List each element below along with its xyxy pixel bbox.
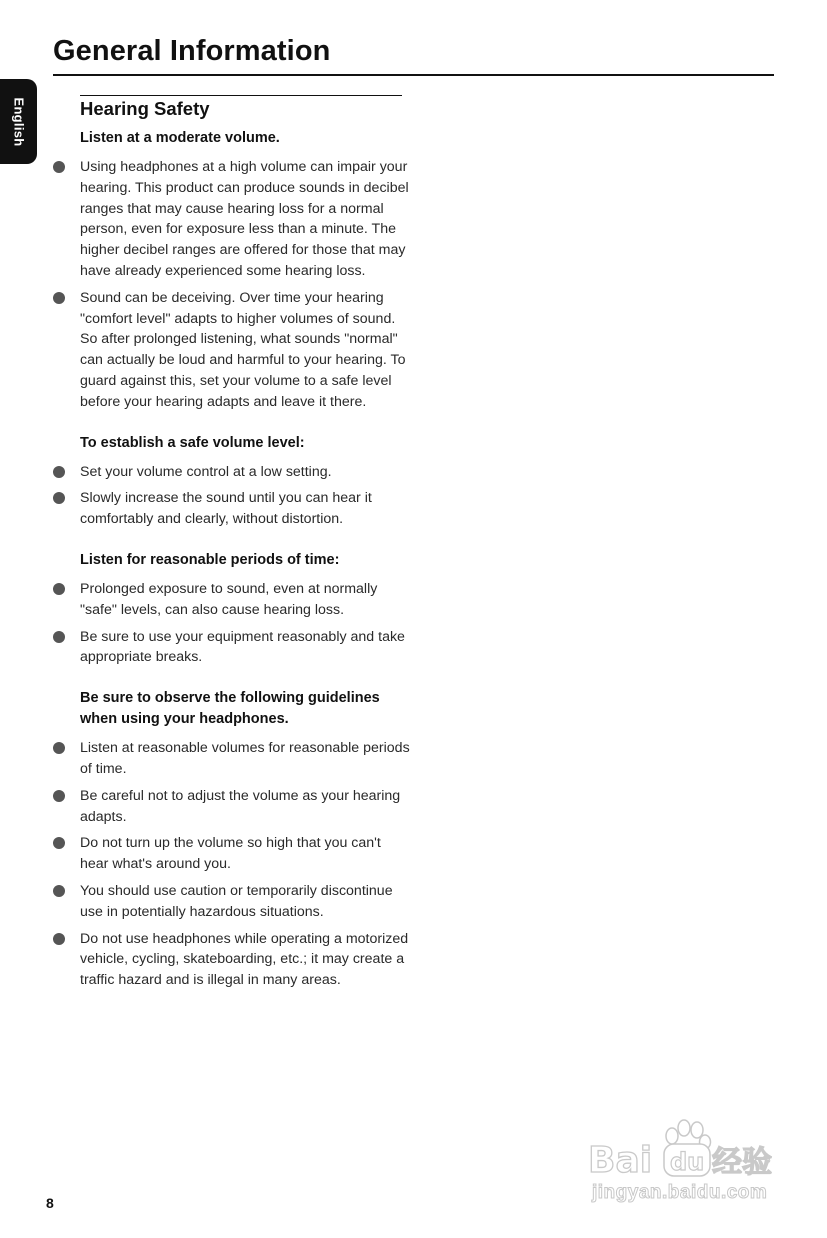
bullet-list: [53, 462, 413, 530]
list-item: [53, 627, 413, 669]
list-item-text: Set your volume control at a low setting.: [80, 463, 332, 480]
list-item-text: You should use caution or temporarily discontinue use in potentially hazardous situations.: [80, 882, 393, 920]
list-item-text: Listen at reasonable volumes for reasonable periods of time.: [80, 740, 410, 777]
page-title: General Information: [53, 35, 331, 67]
baidu-paw-logo-icon: [586, 1114, 782, 1188]
bullet-icon: [53, 790, 65, 802]
section-title: Hearing Safety: [80, 98, 210, 119]
bullet-icon: [53, 631, 65, 643]
list-item: [53, 833, 413, 875]
list-item-text: Using headphones at a high volume can impair your hearing. This product can produce sounds in decibel ranges that may cause hearing loss for a normal person, even for exposure less than a minute. The higher decibel ranges are offered for those that may have already experienced some hearing loss.: [80, 159, 409, 279]
group-heading: Be sure to observe the following guidelines when using your headphones.: [80, 690, 380, 728]
group-heading: Listen at a moderate volume.: [80, 130, 280, 146]
bullet-list: [53, 738, 413, 991]
group-heading: Listen for reasonable periods of time:: [80, 551, 340, 568]
bullet-icon: [53, 292, 65, 304]
title-divider: [53, 74, 774, 76]
language-tab: [0, 79, 37, 164]
list-item: [53, 786, 413, 828]
list-item-text: Prolonged exposure to sound, even at normally "safe" levels, can also cause hearing loss.: [80, 580, 378, 618]
svg-text:经验: 经验: [712, 1145, 772, 1180]
list-item-text: Slowly increase the sound until you can hear it comfortably and clearly, without distortion.: [80, 490, 372, 528]
bullet-icon: [53, 583, 65, 595]
list-item: [53, 881, 413, 923]
list-item: [53, 738, 413, 780]
group-heading: To establish a safe volume level:: [80, 434, 305, 451]
list-item-text: Be sure to use your equipment reasonably and take appropriate breaks.: [80, 628, 405, 666]
watermark-url: jingyan.baidu.com: [592, 1182, 768, 1203]
main-content: [53, 96, 413, 997]
language-tab-label: English: [11, 96, 26, 147]
bullet-icon: [53, 492, 65, 504]
baidu-watermark: [586, 1114, 782, 1210]
list-item: [53, 288, 413, 413]
list-item: [53, 157, 413, 282]
bullet-list: [53, 157, 413, 413]
list-item: [53, 462, 413, 483]
list-item: [53, 579, 413, 621]
list-item: [53, 929, 413, 991]
bullet-icon: [53, 933, 65, 945]
bullet-icon: [53, 161, 65, 173]
bullet-icon: [53, 885, 65, 897]
page-number: 8: [46, 1195, 54, 1211]
list-item-text: Sound can be deceiving. Over time your hearing "comfort level" adapts to higher volumes of sound. So after prolonged listening, what sounds "normal" can actually be loud and harmful to your hearing. To guard against this, set your volume to a safe level before your hearing adapts and leave it there.: [80, 289, 406, 410]
bullet-icon: [53, 742, 65, 754]
svg-text:Bai: Bai: [588, 1140, 653, 1181]
bullet-list: [53, 579, 413, 668]
list-item-text: Do not turn up the volume so high that you can't hear what's around you.: [80, 835, 381, 873]
svg-text:du: du: [670, 1148, 705, 1176]
bullet-icon: [53, 466, 65, 478]
list-item: [53, 488, 413, 530]
list-item-text: Be careful not to adjust the volume as your hearing adapts.: [80, 787, 401, 825]
list-item-text: Do not use headphones while operating a motorized vehicle, cycling, skateboarding, etc.; it may create a traffic hazard and is illegal in many areas.: [80, 930, 409, 989]
bullet-icon: [53, 837, 65, 849]
